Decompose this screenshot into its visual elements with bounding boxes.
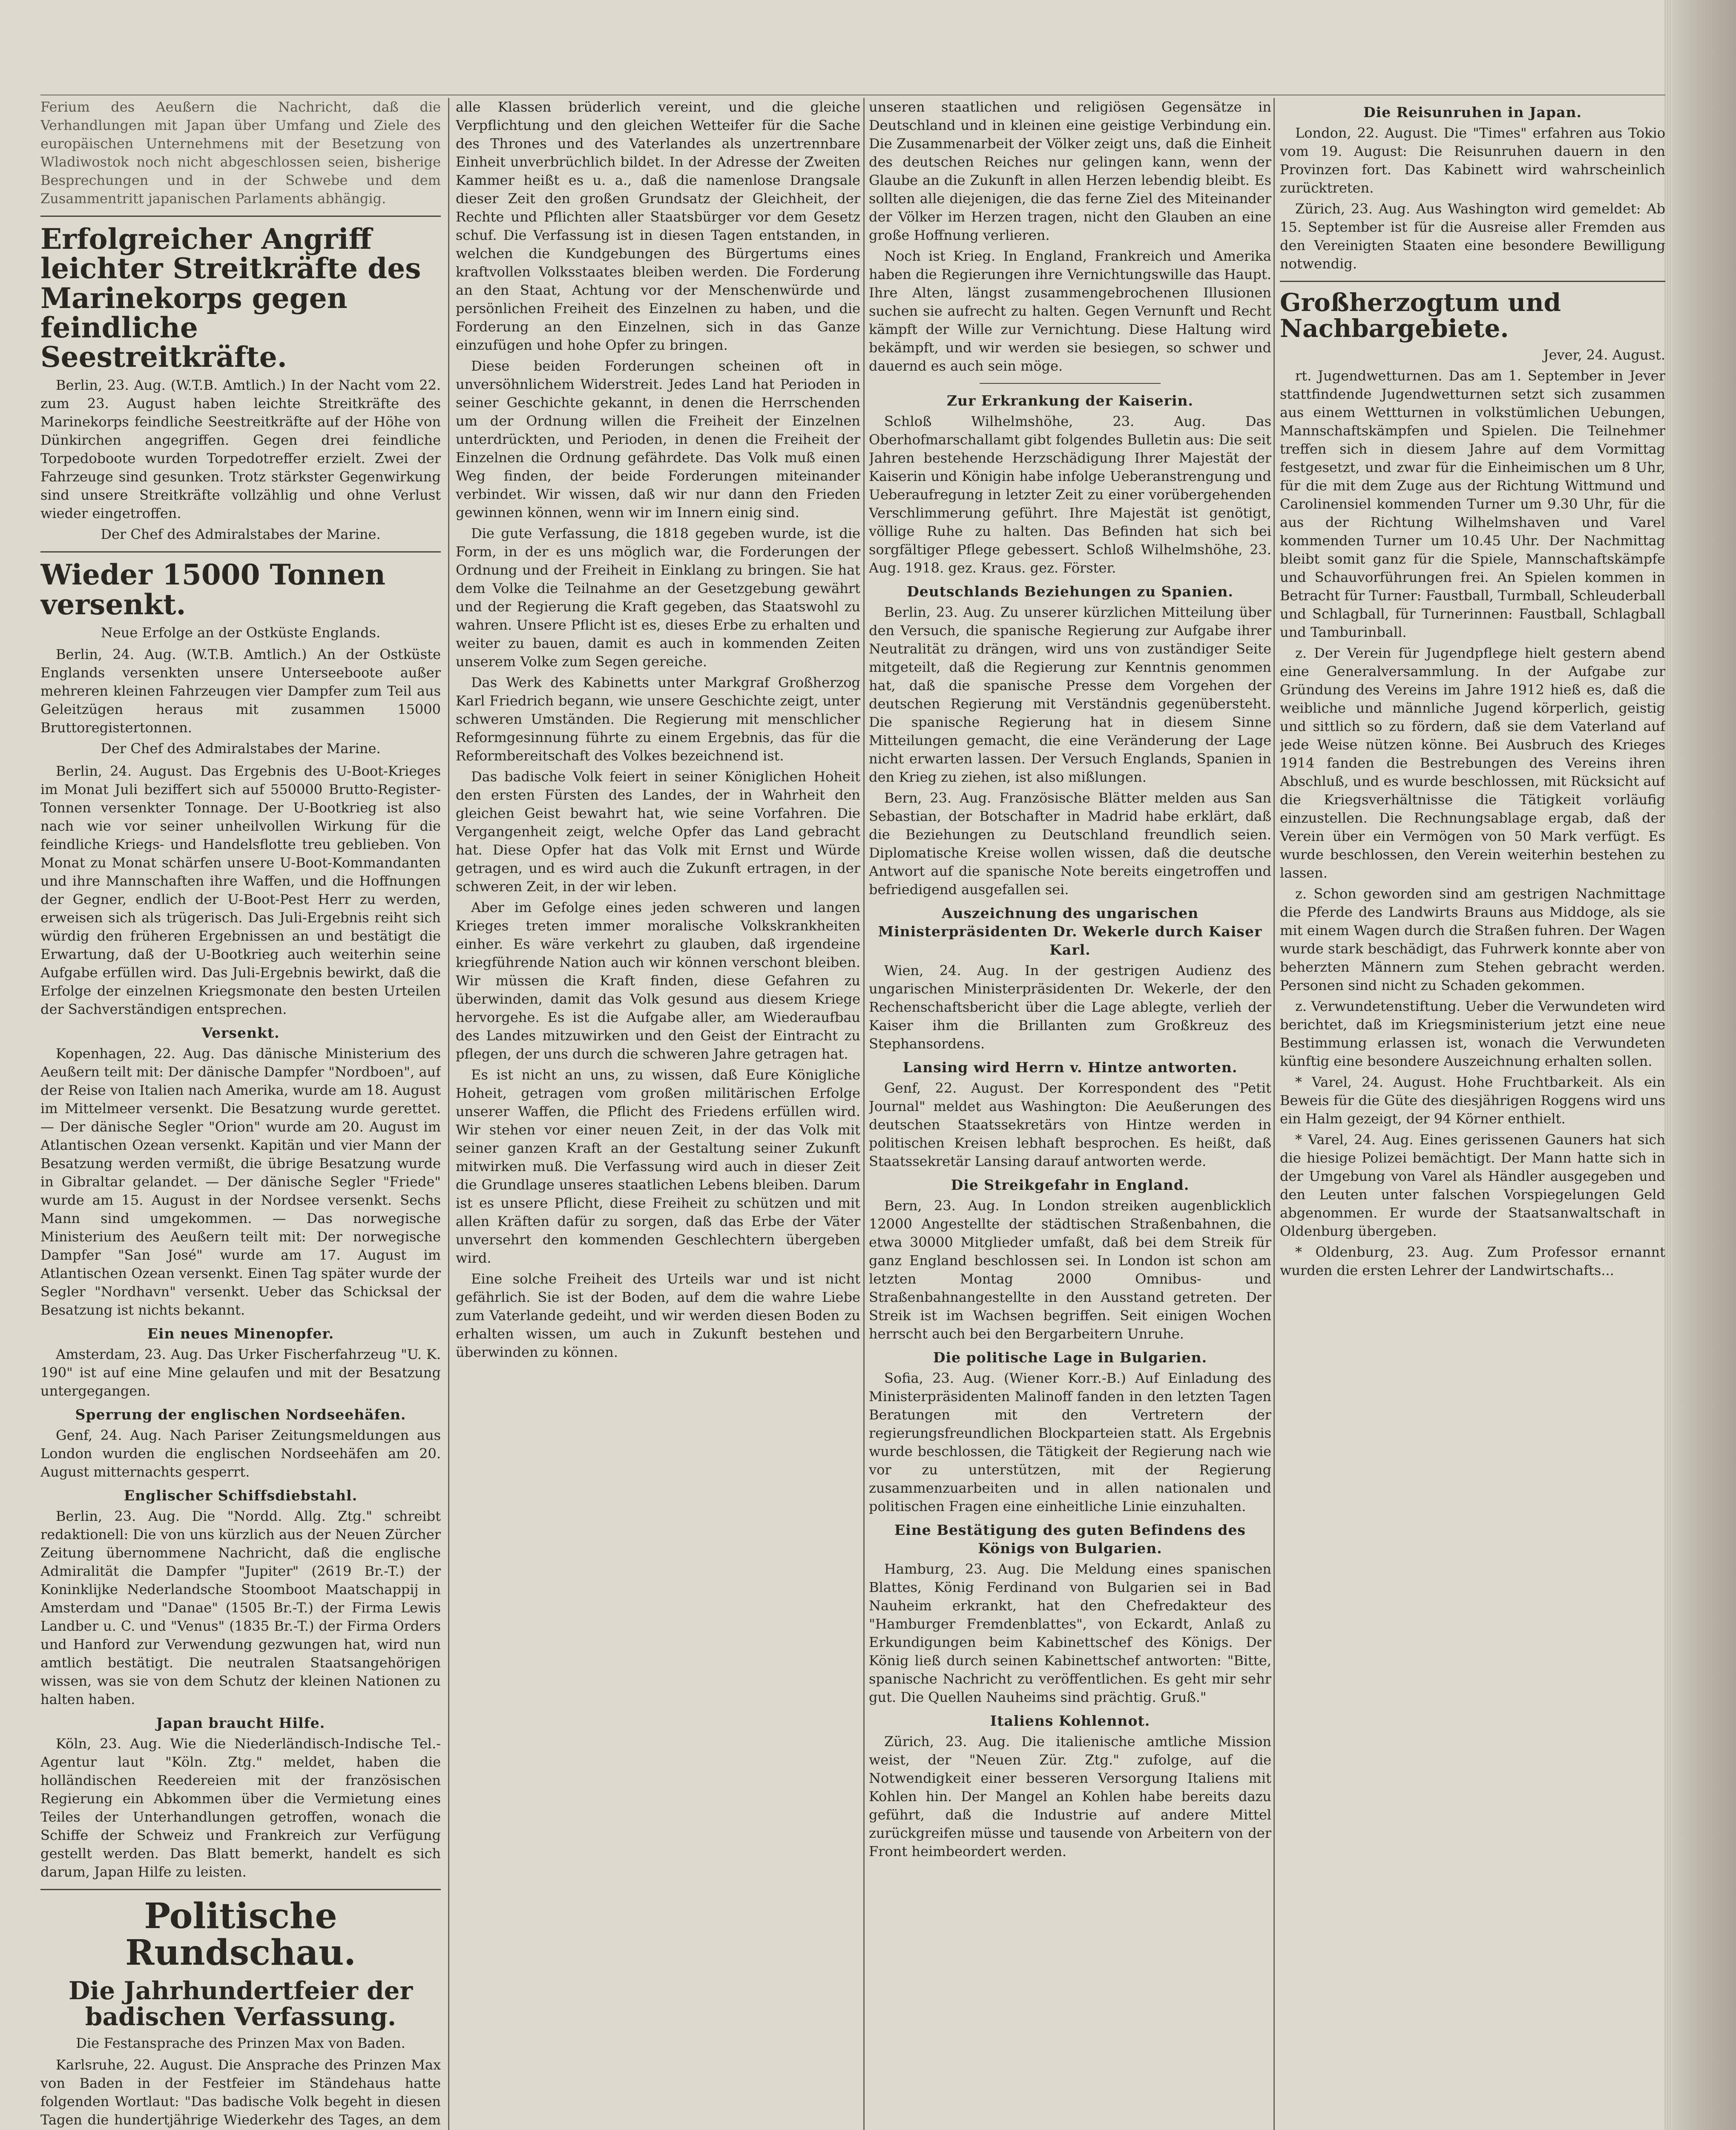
headline: Erfolgreicher Angriff leichter Streitkräfte des Marinekorps gegen feindliche Seestreitkräfte. — [40, 222, 421, 374]
article-paragraph: Diese beiden Forderungen scheinen oft in unversöhnlichem Widerstreit. Jedes Land hat Perioden in seiner Geschichte gekannt, in denen die Herrschenden um der Ordnung willen die Freiheit der Einzelnen unterdrückten, und Perioden, in denen die Freiheit der Einzelnen die Ordnung gefährdete. Das Volk muß einen Weg finden, der beide Forderungen miteinander verbindet. Wir wissen, daß wir nur dann den Frieden gewinnen können, wenn wir im Innern einig sind. — [456, 358, 860, 521]
signature-line: Der Chef des Admiralstabes der Marine. — [101, 526, 381, 543]
article-paragraph: Zürich, 23. Aug. Aus Washington wird gemeldet: Ab 15. September ist für die Ausreise aller Fremden aus den Vereinigten Staaten eine besondere Bewilligung notwendig. — [1280, 201, 1665, 272]
article-paragraph: Aber im Gefolge eines jeden schweren und langen Krieges treten immer moralische Volkskrankheiten einher. Es wäre verkehrt zu glauben, daß irgendeine kriegführende Nation auch wir können verschont bleiben. Wir müssen die Kraft finden, diese Gefahren zu überwinden, damit das Volk gesund aus diesem Kriege hervorgehe. Es ist die Aufgabe aller, am Wiederaufbau des Landes mitzuwirken und den Geist der Eintracht zu pflegen, der uns durch die schweren Jahre getragen hat. — [456, 899, 860, 1062]
column-rule — [863, 98, 865, 2130]
section-title: Englischer Schiffsdiebstahl. — [124, 1487, 358, 1504]
article-paragraph: * Varel, 24. August. Hohe Fruchtbarkeit. Als ein Beweis für die Güte des diesjährigen Roggens wird uns ein Halm gezeigt, der 94 Körner enthielt. — [1280, 1074, 1665, 1127]
article-paragraph: Köln, 23. Aug. Wie die Niederländisch-Indische Tel.-Agentur laut "Köln. Ztg." meldet, haben die holländischen Reedereien mit der französischen Regierung ein Abkommen über die Vermietung eines Teiles der Unterhandlungen getroffen, wonach die Schiffe der Schweiz und Frankreich zur Verfügung gestellt werden. Das Blatt bemerkt, handelt es sich darum, Japan Hilfe zu leisten. — [40, 1736, 441, 1880]
section-title: Die Streikgefahr in England. — [951, 1177, 1190, 1193]
article-paragraph: unseren staatlichen und religiösen Gegensätze in Deutschland und in kleinen eine geistige Verbindung ein. Die Zusammenarbeit der Völker zeigt uns, daß die Einheit des deutschen Reiches nur gelingen kann, wenn der Glaube an die Zukunft in allen Herzen lebendig bleibt. Es sollten alle diejenigen, die das ferne Ziel des Miteinander der Völker im Herzen tragen, nicht den Glauben an eine große Hoffnung verlieren. — [869, 99, 1271, 243]
section-title: Lansing wird Herrn v. Hintze antworten. — [902, 1059, 1238, 1076]
section-title: Ein neues Minenopfer. — [147, 1325, 334, 1342]
section-title: Die Reisunruhen in Japan. — [1363, 104, 1582, 121]
headline: Wieder 15000 Tonnen versenkt. — [40, 558, 386, 621]
article-paragraph: Es ist nicht an uns, zu wissen, daß Eure Königliche Hoheit, getragen vom großen militärischen Erfolge unserer Waffen, die Pflicht des Friedens erfüllen wird. Wir stehen vor einer neuen Zeit, in der das Volk mit seiner ganzen Kraft an der Gestaltung seiner Zukunft mitwirken muß. Die Verfassung wird auch in dieser Zeit die Grundlage unseres staatlichen Lebens bleiben. Darum ist es unsere Pflicht, diese Freiheit zu schützen und mit allen Kräften dafür zu sorgen, daß das Erbe der Väter unversehrt den kommenden Geschlechtern übergeben wird. — [456, 1067, 860, 1266]
article-paragraph: rt. Jugendwetturnen. Das am 1. September in Jever stattfindende Jugendwetturnen setzt sich zusammen aus einem Wettturnen in volkstümlichen Uebungen, Mannschaftskämpfen und Spielen. Die Teilnehmer treffen sich in diesem Jahre auf dem Vormittag festgesetzt, und zwar für die Einheimischen um 8 Uhr, für die mit dem Zuge aus der Richtung Wittmund und Carolinensiel kommenden Turner um 9.30 Uhr, für die aus der Richtung Wilhelmshaven und Varel kommenden Turner um 10.45 Uhr. Der Nachmittag bleibt somit ganz für die Spiele, Mannschaftskämpfe und Schauvorführungen frei. An Spielen kommen in Betracht für Turner: Faustball, Turmball, Schleuderball und Schlagball, für Turnerinnen: Faustball, Schlagball und Tamburinball. — [1280, 367, 1665, 640]
article-paragraph: Berlin, 24. August. Das Ergebnis des U-Boot-Krieges im Monat Juli beziffert sich auf 550000 Brutto-Register-Tonnen versenkter Tonnage. Der U-Bootkrieg ist also nach wie vor seiner unheilvollen Wirkung für die feindliche Kriegs- und Handelsflotte treu geblieben. Von Monat zu Monat schärfen unsere U-Boot-Kommandanten und ihre Mannschaften ihre Waffen, und die Hoffnungen der Gegner, endlich der U-Boot-Pest Herr zu werden, erweisen sich als trügerisch. Das Juli-Ergebnis reiht sich würdig den früheren Ergebnissen an und bestätigt die Erwartung, daß der U-Bootkrieg auch weiterhin seine Aufgabe erfüllen wird. Das Juli-Ergebnis bewirkt, daß die Erfolge der einzelnen Kriegsmonate den besten Urteilen der Sachverständigen entsprechen. — [40, 763, 441, 1018]
column-1 — [40, 98, 441, 2130]
subheadline: Neue Erfolge an der Ostküste Englands. — [101, 625, 381, 641]
section-headline: Großherzogtum und Nachbargebiete. — [1280, 288, 1561, 343]
section-title: Versenkt. — [201, 1025, 280, 1042]
article-paragraph: Berlin, 23. Aug. (W.T.B. Amtlich.) In der Nacht vom 22. zum 23. August haben leichte Streitkräfte des Marinekorps feindliche Seestreitkräfte auf der Höhe von Dünkirchen angegriffen. Gegen drei feindliche Torpedoboote wurden Torpedotreffer erzielt. Zwei der Fahrzeuge sind gesunken. Trotz stärkster Gegenwirkung sind unsere Streitkräfte vollzählig und ohne Verlust wieder eingetroffen. — [40, 377, 441, 522]
divider — [40, 216, 441, 217]
column-2 — [456, 98, 860, 2130]
article-paragraph: Das badische Volk feiert in seiner Königlichen Hoheit den ersten Fürsten des Landes, der in Wahrheit den gleichen Geist bewahrt hat, wie seine Vorfahren. Die Vergangenheit zeigt, welche Opfer das Land gebracht hat. Diese Opfer hat das Volk mit Ernst und Würde getragen, und es wird auch die Zukunft ertragen, in der schweren Zeit, in der wir leben. — [456, 769, 860, 895]
binding-page-edges — [1664, 0, 1672, 2130]
divider — [980, 383, 1161, 384]
article-paragraph: Berlin, 23. Aug. Die "Nordd. Allg. Ztg." schreibt redaktionell: Die von uns kürzlich aus der Neuen Zürcher Zeitung übernommene Nachricht, daß die englische Admiralität die Dampfer "Jupiter" (2619 Br.-T.) der Koninklijke Nederlandsche Stoomboot Maatschappij in Amsterdam und "Danae" (1505 Br.-T.) der Firma Lewis Landber u. C. und "Venus" (1835 Br.-T.) der Firma Orders und Hanford zur Verwendung gezwungen hat, wird nun amtlich bestätigt. Die neutralen Staatsangehörigen wissen, was sie von dem Schutz der kleinen Nationen zu halten haben. — [40, 1508, 441, 1708]
article-paragraph: Berlin, 24. Aug. (W.T.B. Amtlich.) An der Ostküste Englands versenkten unsere Unterseeboote außer mehreren kleinen Fahrzeugen vier Dampfer zum Teil aus Geleitzügen heraus mit zusammen 15000 Bruttoregistertonnen. — [40, 646, 441, 736]
article-paragraph: Eine solche Freiheit des Urteils war und ist nicht gefährlich. Sie ist der Boden, auf dem die wahre Liebe zum Vaterlande gedeiht, und wir werden diesen Boden zu erhalten wissen, um auch in Zukunft bestehen und überwinden zu können. — [456, 1271, 860, 1360]
article-paragraph: * Varel, 24. Aug. Eines gerissenen Gauners hat sich die hiesige Polizei bemächtigt. Der Mann hatte sich in der Umgebung von Varel als Händler ausgegeben und den Leuten unter falschen Vorspiegelungen Geld abgenommen. Er wurde der Staatsanwaltschaft in Oldenburg übergeben. — [1280, 1131, 1665, 1239]
article-paragraph: z. Der Verein für Jugendpflege hielt gestern abend eine Generalversammlung. In der Aufgabe zur Gründung des Vereins im Jahre 1912 hieß es, daß die weibliche und männliche Jugend körperlich, geistig und sittlich so zu fördern, daß sie dem Vaterland auf jede Weise nützen könne. Bei Ausbruch des Krieges 1914 fanden die Bestrebungen des Vereins ihren Abschluß, und es wurde beschlossen, mit Rücksicht auf die Kriegsverhältnisse die Tätigkeit vorläufig einzustellen. Die Rechnungsablage ergab, daß der Verein über ein Vermögen von 50 Mark verfügt. Es wurde beschlossen, den Verein weiterhin bestehen zu lassen. — [1280, 645, 1665, 881]
divider — [1280, 281, 1665, 282]
article-paragraph: Schloß Wilhelmshöhe, 23. Aug. Das Oberhofmarschallamt gibt folgendes Bulletin aus: Die seit Jahren bestehende Herzschädigung Ihrer Majestät der Kaiserin und Königin habe infolge Ueberanstrengung und Ueberaufregung in letzter Zeit zu einer vorübergehenden Verschlimmerung geführt. Ihre Majestät ist genötigt, völlige Ruhe zu halten. Das Befinden hat sich bei sorgfältiger Pflege gebessert. Schloß Wilhelmshöhe, 23. Aug. 1918. gez. Kraus. gez. Förster. — [869, 413, 1271, 576]
article-paragraph: Wien, 24. Aug. In der gestrigen Audienz des ungarischen Ministerpräsidenten Dr. Wekerle, der den Rechenschaftsbericht über die Lage ablegte, verlieh der Kaiser ihm die Brillanten zum Großkreuz des Stephansordens. — [869, 962, 1271, 1052]
article-paragraph: Amsterdam, 23. Aug. Das Urker Fischerfahrzeug "U. K. 190" ist auf eine Mine gelaufen und mit der Besatzung untergegangen. — [40, 1346, 441, 1399]
article-paragraph: Karlsruhe, 22. August. Die Ansprache des Prinzen Max von Baden in der Festfeier im Ständehaus hatte folgenden Wortlaut: "Das badische Volk begeht in diesen Tagen die hundertjährige Wiederkehr des Tages, an dem — [40, 2057, 441, 2128]
section-title: Zur Erkrankung der Kaiserin. — [946, 392, 1194, 409]
article-paragraph: Genf, 22. August. Der Korrespondent des "Petit Journal" meldet aus Washington: Die Aeußerungen des deutschen Staatssekretärs von Hintze werden in politischen Kreisen lebhaft besprochen. Es heißt, daß Staatssekretär Lansing darauf antworten werde. — [869, 1080, 1271, 1169]
signature-line: Der Chef des Admiralstabes der Marine. — [101, 740, 381, 757]
article-paragraph: Noch ist Krieg. In England, Frankreich und Amerika haben die Regierungen ihre Vernichtungswille das Haupt. Ihre Alten, längst zusammengebrochenen Illusionen suchen sie aufrecht zu halten. Gegen Vernunft und Recht kämpft der Wille zur Vernichtung. Diese Haltung wird bekämpft, und wir werden sie besiegen, so schwer und dauernd es auch sein möge. — [869, 248, 1271, 374]
article-paragraph: z. Schon geworden sind am gestrigen Nachmittage die Pferde des Landwirts Brauns aus Middoge, als sie mit einem Wagen durch die Straßen fuhren. Der Wagen wurde stark beschädigt, das Fuhrwerk konnte aber von beherzten Männern zum Stehen gebracht werden. Personen sind nicht zu Schaden gekommen. — [1280, 885, 1665, 993]
subheadline: Die Festansprache des Prinzen Max von Baden. — [76, 2035, 405, 2052]
article-paragraph: Hamburg, 23. Aug. Die Meldung eines spanischen Blattes, König Ferdinand von Bulgarien sei in Bad Nauheim erkrankt, hat den Chefredakteur des "Hamburger Fremdenblattes", von Eckardt, Anlaß zu Erkundigungen beim Kabinettschef des Königs. Der König ließ durch seinen Kabinettschef antworten: "Bitte, spanische Nachricht zu veröffentlichen. Es geht mir sehr gut. Die Quellen Nauheims sind prächtig. Gruß." — [869, 1561, 1271, 1705]
column-rule — [448, 98, 449, 2130]
article-paragraph: Genf, 24. Aug. Nach Pariser Zeitungsmeldungen aus London wurden die englischen Nordseehäfen am 20. August mitternachts gesperrt. — [40, 1427, 441, 1480]
article-paragraph: London, 22. August. Die "Times" erfahren aus Tokio vom 19. August: Die Reisunruhen dauern in den Provinzen fort. Das Kabinett wird wahrscheinlich zurücktreten. — [1280, 125, 1665, 196]
section-title: Die politische Lage in Bulgarien. — [933, 1349, 1207, 1366]
section-title: Eine Bestätigung des guten Befindens des Königs von Bulgarien. — [894, 1522, 1246, 1557]
article-paragraph: Die gute Verfassung, die 1818 gegeben wurde, ist die Form, in der es uns möglich war, die Forderungen der Ordnung und der Freiheit in Einklang zu bringen. Sie hat dem Volke die Teilnahme an der Gesetzgebung gewährt und der Regierung die Kraft gegeben, das Staatswohl zu wahren. Unsere Pflicht ist es, dieses Erbe zu erhalten und weiter zu bauen, damit es auch in kommenden Zeiten unserem Volke zum Segen gereiche. — [456, 525, 860, 670]
article-paragraph: Bern, 23. Aug. Französische Blätter melden aus San Sebastian, der Botschafter in Madrid habe erklärt, daß die Beziehungen zu Deutschland freundlich seien. Diplomatische Kreise wollen wissen, daß die deutsche Antwort auf die spanische Note bereits eingetroffen und befriedigend ausgefallen sei. — [869, 790, 1271, 898]
article-paragraph: Berlin, 23. Aug. Zu unserer kürzlichen Mitteilung über den Versuch, die spanische Regierung zur Aufgabe ihrer Neutralität zu drängen, wird uns von zuständiger Seite mitgeteilt, daß die Regierung zur Kenntnis genommen hat, daß die spanische Presse dem Vorgehen der deutschen Regierung mit Verständnis gegenübersteht. Die spanische Regierung hat in diesem Sinne Mitteilungen gemacht, die eine Veränderung der Lage nicht erwarten lassen. Der Versuch Englands, Spanien in den Krieg zu ziehen, ist also mißlungen. — [869, 604, 1271, 785]
article-paragraph: Das Werk des Kabinetts unter Markgraf Großherzog Karl Friedrich begann, wie unsere Geschichte zeigt, unter schweren Umständen. Die Regierung mit menschlicher Reformgesinnung führte zu einem Ergebnis, das für die Reformbereitschaft des Volkes bezeichnend ist. — [456, 674, 860, 764]
column-4 — [1280, 98, 1665, 2130]
book-binding — [1672, 0, 1736, 2130]
article-paragraph: * Oldenburg, 23. Aug. Zum Professor ernannt wurden die ersten Lehrer der Landwirtschafts... — [1280, 1243, 1665, 1278]
article-paragraph: Ferium des Aeußern die Nachricht, daß die Verhandlungen mit Japan über Umfang und Ziele des europäischen Unternehmens mit der Besetzung von Wladiwostok noch nicht abgeschlossen seien, bisherige Besprechungen und in der Schwebe und dem Zusammentritt japanischen Parlaments abhängig. — [40, 99, 441, 207]
article-paragraph: Bern, 23. Aug. In London streiken augenblicklich 12000 Angestellte der städtischen Straßenbahnen, die etwa 30000 Mitglieder umfaßt, daß bei dem Streik für ganz England beschlossen sei. In London ist schon am letzten Montag 2000 Omnibus- und Straßenbahnangestellte in den Ausstand getreten. Der Streik ist im Wachsen begriffen. Seit einigen Wochen herrscht auch bei den Bergarbeitern Unruhe. — [869, 1197, 1271, 1342]
headline: Die Jahrhundertfeier der badischen Verfassung. — [68, 1976, 413, 2032]
section-title: Auszeichnung des ungarischen Ministerpräsidenten Dr. Wekerle durch Kaiser Karl. — [878, 905, 1262, 958]
divider — [40, 1889, 441, 1890]
dateline: Jever, 24. August. — [1543, 346, 1665, 363]
section-title: Sperrung der englischen Nordseehäfen. — [75, 1406, 406, 1423]
article-paragraph: Zürich, 23. Aug. Die italienische amtliche Mission weist, der "Neuen Zür. Ztg." zufolge, auf die Notwendigkeit einer besseren Versorgung Italiens mit Kohlen hin. Der Mangel an Kohlen habe bereits dazu geführt, daß die Industrie auf andere Mittel zurückgreifen müsse und tausende von Arbeitern von der Front heimbeordert werden. — [869, 1733, 1271, 1859]
article-paragraph: z. Verwundetenstiftung. Ueber die Verwundeten wird berichtet, daß im Kriegsministerium jetzt eine neue Bestimmung erlassen ist, wonach die Verwundeten künftig eine besondere Auszeichnung erhalten sollen. — [1280, 998, 1665, 1069]
article-paragraph: alle Klassen brüderlich vereint, und die gleiche Verpflichtung und den gleichen Wetteifer für die Sache des Thrones und des Vaterlandes als unzertrennbare Einheit unverbrüchlich bildet. In der Adresse der Zweiten Kammer heißt es u. a., daß die namenlose Drangsale dieser Zeit den großen Grundsatz der Gleichheit, der Rechte und Pflichten aller Staatsbürger vor dem Gesetz schuf. Die Verfassung ist in diesen Tagen entstanden, in welchen die Kundgebungen des Bürgertums eines kraftvollen Volksstaates bleiben werden. Die Forderung an den Staat, Achtung vor der Menschenwürde und persönlichen Freiheit des Einzelnen zu haben, und die Forderung an den Einzelnen, sich in das Ganze einzufügen und hohe Opfer zu bringen. — [456, 99, 860, 353]
section-title: Italiens Kohlennot. — [990, 1713, 1150, 1729]
section-title: Deutschlands Beziehungen zu Spanien. — [907, 583, 1233, 600]
column-rule — [1273, 98, 1275, 2130]
divider — [40, 551, 441, 553]
article-paragraph: Sofia, 23. Aug. (Wiener Korr.-B.) Auf Einladung des Ministerpräsidenten Malinoff fanden in den letzten Tagen Beratungen mit den Vertretern der regierungsfreundlichen Blockparteien statt. Als Ergebnis wurde beschlossen, die Tätigkeit der Regierung nach wie vor zu unterstützen, mit der Regierung zusammenzuarbeiten und in allen nationalen und politischen Fragen eine einheitliche Linie einzuhalten. — [869, 1370, 1271, 1514]
article-paragraph: Kopenhagen, 22. Aug. Das dänische Ministerium des Aeußern teilt mit: Der dänische Dampfer "Nordboen", auf der Reise von Italien nach Amerika, wurde am 18. August im Mittelmeer versenkt. Die Besatzung wurde gerettet. — Der dänische Segler "Orion" wurde am 20. August im Atlantischen Ozean versenkt. Kapitän und vier Mann der Besatzung werden vermißt, die übrige Besatzung wurde in Gibraltar gelandet. — Der dänische Segler "Friede" wurde am 15. August in der Nordsee versenkt. Sechs Mann sind umgekommen. — Das norwegische Ministerium des Aeußern teilt mit: Der norwegische Dampfer "San José" wurde am 17. August im Atlantischen Ozean versenkt. Einen Tag später wurde der Segler "Nordhavn" versenkt. Ueber das Schicksal der Besatzung ist nichts bekannt. — [40, 1045, 441, 1318]
section-title: Japan braucht Hilfe. — [156, 1715, 325, 1732]
section-headline: Politische Rundschau. — [125, 1896, 356, 1974]
column-3 — [869, 98, 1271, 2130]
